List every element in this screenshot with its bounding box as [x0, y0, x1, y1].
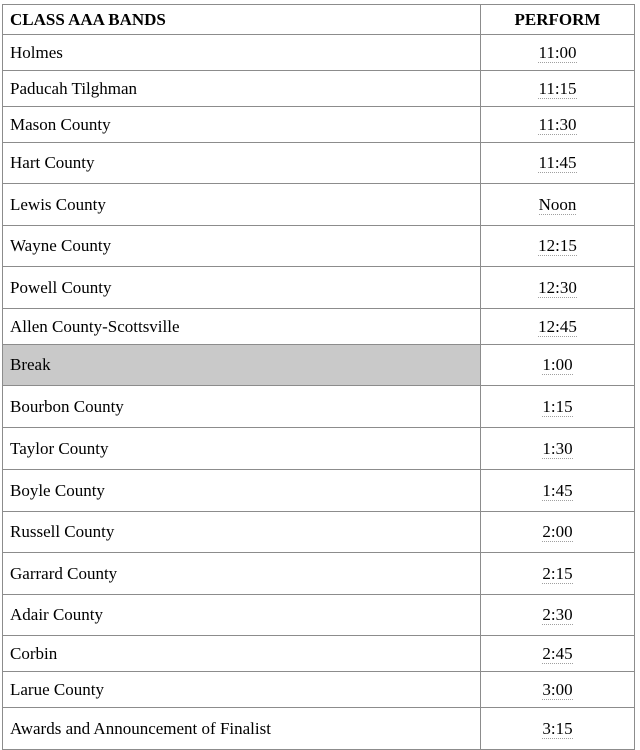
table-row: [3, 636, 635, 672]
band-name: Paducah Tilghman: [3, 71, 481, 107]
band-name: Wayne County: [3, 226, 481, 267]
band-name: Taylor County: [3, 428, 481, 470]
table-row-break: [3, 345, 635, 386]
table-row: [3, 708, 635, 750]
table-row: [3, 184, 635, 226]
table-row: [3, 512, 635, 553]
perform-time-text: 12:30: [538, 277, 577, 297]
perform-time-text: 3:15: [542, 718, 573, 738]
table-row: [3, 107, 635, 143]
perform-time: [481, 636, 635, 672]
perform-time-text: 12:15: [538, 236, 577, 255]
table-row: [3, 71, 635, 107]
schedule-table: [2, 4, 635, 750]
table-row: [3, 267, 635, 309]
band-name: Hart County: [3, 143, 481, 184]
table-row: [3, 386, 635, 428]
band-name: Holmes: [3, 35, 481, 71]
band-name: Lewis County: [3, 184, 481, 226]
band-name: Bourbon County: [3, 386, 481, 428]
perform-time: [481, 428, 635, 470]
header-bands: CLASS AAA BANDS: [3, 5, 481, 35]
band-name: Adair County: [3, 595, 481, 636]
perform-time-text: 11:15: [538, 78, 577, 98]
band-name: Allen County-Scottsville: [3, 309, 481, 345]
perform-time: [481, 184, 635, 226]
perform-time-text: 11:00: [538, 42, 577, 62]
perform-time: [481, 386, 635, 428]
table-row: [3, 143, 635, 184]
perform-time: [481, 267, 635, 309]
perform-time: [481, 708, 635, 750]
table-row: [3, 226, 635, 267]
perform-time: [481, 672, 635, 708]
perform-time: [481, 553, 635, 595]
band-name: Garrard County: [3, 553, 481, 595]
table-row: [3, 470, 635, 512]
table-row: [3, 309, 635, 345]
table-row: [3, 428, 635, 470]
perform-time: [481, 35, 635, 71]
perform-time: [481, 345, 635, 386]
perform-time: [481, 226, 635, 267]
table-row: [3, 595, 635, 636]
perform-time-text: 3:00: [542, 679, 573, 699]
band-name: Break: [3, 345, 481, 386]
perform-time: [481, 595, 635, 636]
perform-time: [481, 107, 635, 143]
perform-time: [481, 143, 635, 184]
perform-time-text: 11:45: [538, 153, 577, 172]
perform-time-text: 2:30: [542, 605, 573, 624]
perform-time-text: Noon: [538, 194, 577, 214]
header-perform: PERFORM: [481, 5, 635, 35]
band-name: Larue County: [3, 672, 481, 708]
perform-time: [481, 470, 635, 512]
perform-time-text: 1:45: [542, 480, 573, 500]
band-name: Mason County: [3, 107, 481, 143]
perform-time: [481, 71, 635, 107]
perform-time: [481, 512, 635, 553]
band-name: Boyle County: [3, 470, 481, 512]
header-row: [3, 5, 635, 35]
band-name: Powell County: [3, 267, 481, 309]
table-row: [3, 672, 635, 708]
perform-time-text: 1:30: [542, 438, 573, 458]
band-name: Russell County: [3, 512, 481, 553]
perform-time: [481, 309, 635, 345]
perform-time-text: 2:00: [542, 522, 573, 541]
perform-time-text: 2:45: [542, 643, 573, 663]
table-row: [3, 35, 635, 71]
perform-time-text: 12:45: [538, 316, 577, 336]
perform-time-text: 2:15: [542, 563, 573, 583]
band-name: Corbin: [3, 636, 481, 672]
perform-time-text: 1:00: [542, 355, 573, 374]
perform-time-text: 1:15: [542, 396, 573, 416]
table-row: [3, 553, 635, 595]
band-name: Awards and Announcement of Finalist: [3, 708, 481, 750]
perform-time-text: 11:30: [538, 114, 577, 134]
